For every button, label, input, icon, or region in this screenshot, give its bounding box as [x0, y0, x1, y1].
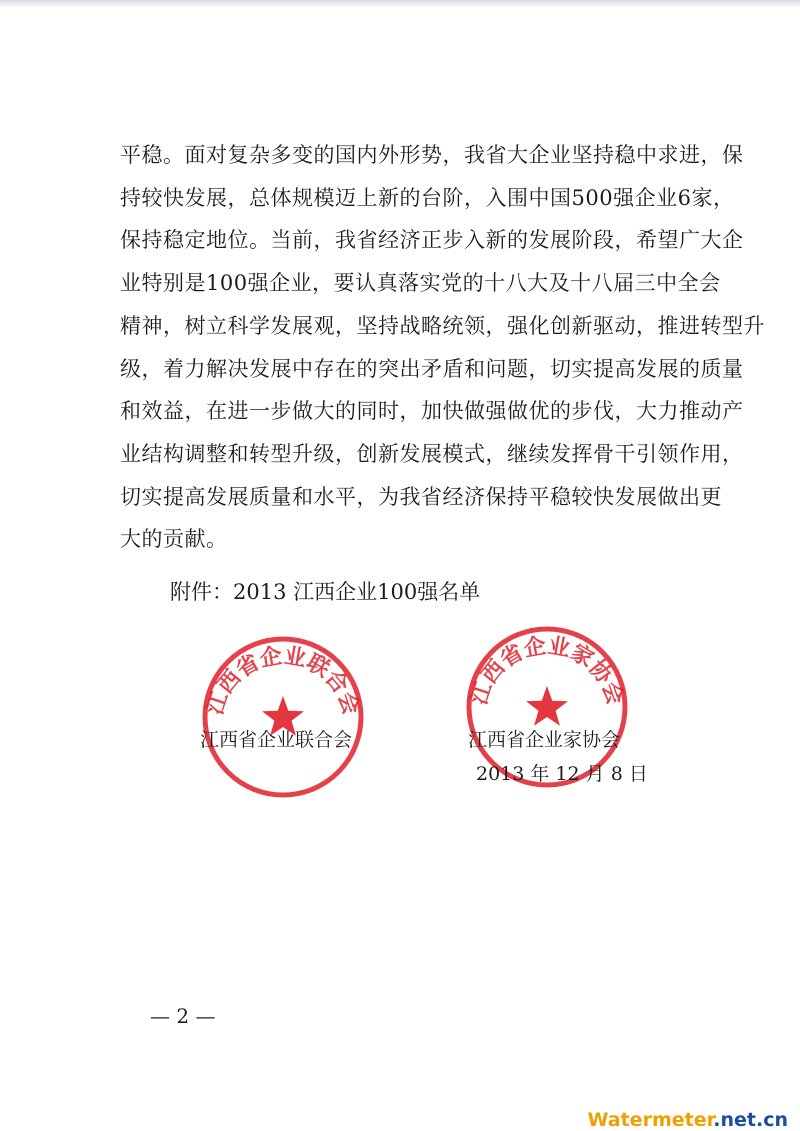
signature-right-org: 江西省企业家协会 — [468, 729, 621, 751]
watermark-part1: Watermeter — [587, 1109, 714, 1131]
signature-date: 2013 年 12 月 8 日 — [476, 763, 648, 785]
body-line: 和效益，在进一步做大的同时，加快做强做优的步伐，大力推动产 — [120, 399, 744, 423]
body-line: 业结构调整和转型升级，创新发展模式，继续发挥骨干引领作用， — [120, 442, 744, 466]
star-icon — [526, 686, 568, 726]
seal-left-text: 江西省企业联合会 — [201, 642, 365, 718]
body-line: 平稳。面对复杂多变的国内外形势，我省大企业坚持稳中求进，保 — [120, 143, 744, 167]
signature-left-org: 江西省企业联合会 — [200, 729, 353, 751]
watermark-part2: .net.cn — [713, 1109, 788, 1131]
body-line: 持较快发展，总体规模迈上新的台阶，入围中国500强企业6家， — [120, 186, 735, 210]
body-line: 切实提高发展质量和水平，为我省经济保持平稳较快发展做出更 — [120, 485, 722, 509]
body-line: 保持稳定地位。当前，我省经济正步入新的发展阶段，希望广大企 — [120, 228, 744, 252]
body-line: 大的贡献。 — [120, 527, 228, 551]
page-number: — 2 — — [150, 1004, 216, 1028]
seal-left-graphic — [198, 632, 368, 802]
seal-left — [198, 632, 368, 802]
attachment-note: 附件：2013 江西企业100强名单 — [170, 580, 481, 604]
watermark — [588, 1110, 789, 1130]
seal-right-text: 江西省企业家协会 — [465, 632, 629, 708]
body-text — [0, 0, 800, 551]
body-line: 业特别是100强企业，要认真落实党的十八大及十八届三中全会 — [120, 271, 721, 295]
body-line: 精神，树立科学发展观，坚持战略统领，强化创新驱动，推进转型升 — [120, 314, 765, 338]
body-line: 级，着力解决发展中存在的突出矛盾和问题，切实提高发展的质量 — [120, 357, 744, 381]
